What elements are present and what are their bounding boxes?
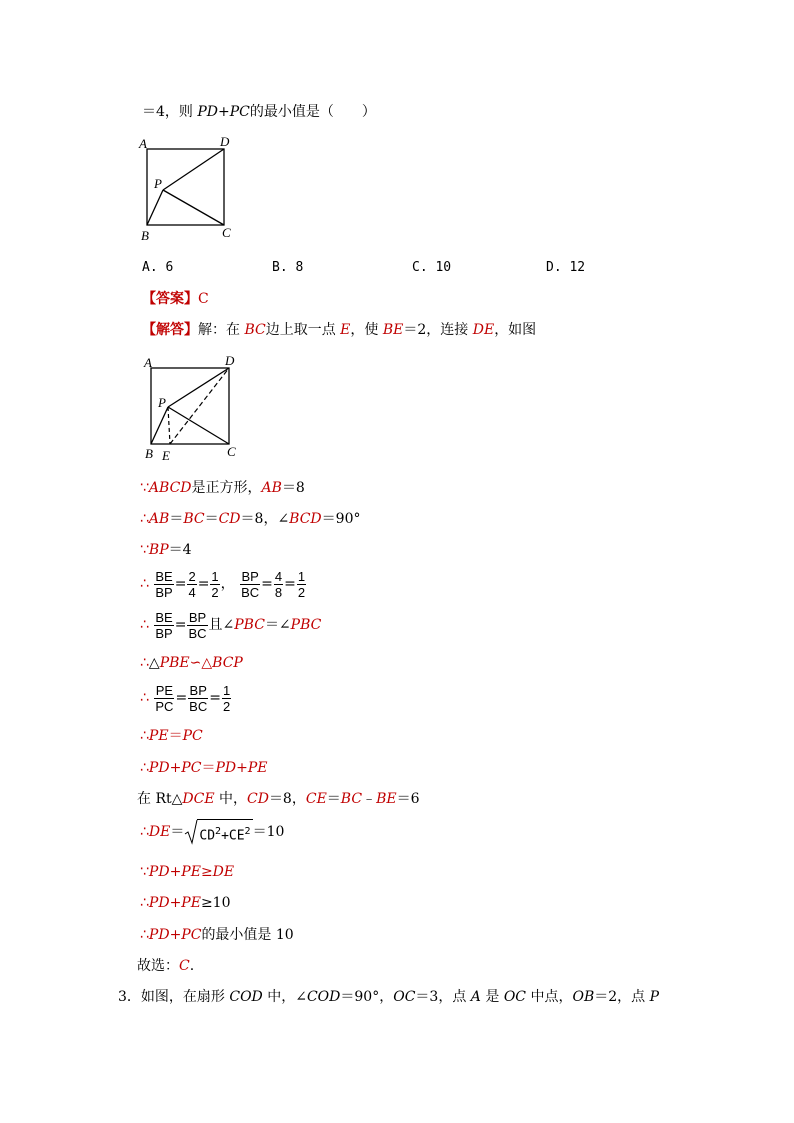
fraction: $\frac{BP}{BC}$: [241, 568, 260, 600]
answer-tag: 【答案】: [142, 291, 198, 307]
step-7: ∴ $\frac{PE}{PC}$ = $\frac{BP}{BC}$ = $\frac{1}{2}$: [140, 682, 231, 714]
label-a: A: [139, 136, 147, 151]
analysis-line: 【解答】解：在 BC边上取一点 E，使 BE＝2，连接 DE，如图: [142, 322, 537, 338]
step-13: ∴PD+PE≥10: [140, 895, 231, 911]
step-15: 故选：C.: [137, 958, 195, 974]
fraction: $\frac{BP}{BC}$: [188, 609, 207, 641]
label-d: D: [225, 353, 235, 368]
step-2: ∴AB＝BC＝CD＝8，∠BCD＝90°: [140, 511, 361, 527]
step-8: ∴PE＝PC: [140, 728, 203, 744]
question-expr: PD+PC: [197, 104, 250, 120]
answer-line: [142, 290, 209, 308]
square-root: $CD^2+CE^2$: [184, 819, 252, 845]
fraction: $\frac{4}{8}$: [274, 568, 283, 600]
question-text: [142, 103, 376, 121]
option-c[interactable]: C. 10: [412, 260, 452, 275]
answer-value: C: [198, 291, 209, 307]
label-d: D: [220, 134, 230, 149]
figure-1-square: [130, 132, 245, 244]
label-a: A: [144, 355, 152, 370]
label-b: B: [145, 446, 153, 461]
fraction: $\frac{1}{2}$: [211, 568, 219, 600]
step-5: ∴ $\frac{BE}{BP}$ = $\frac{BP}{BC}$ 且∠PBC＝∠PBC: [140, 609, 322, 641]
label-p: P: [158, 395, 166, 410]
label-p: P: [154, 176, 162, 191]
fraction: $\frac{1}{2}$: [297, 568, 306, 600]
question-prefix: ＝4，则: [142, 104, 198, 120]
label-b: B: [141, 228, 149, 243]
fraction: $\frac{BE}{BP}$: [155, 568, 173, 600]
step-11: ∴DE＝ $CD^2+CE^2 =10$: [140, 817, 284, 847]
option-a[interactable]: A. 6: [142, 260, 174, 275]
fraction: $\frac{1}{2}$: [222, 682, 231, 714]
step-6: ∴△PBE∽△BCP: [140, 655, 243, 671]
next-question: 3．如图，在扇形 COD 中，∠COD＝90°，OC＝3，点 A 是 OC 中点，OB＝2，点 P: [118, 989, 660, 1005]
step-4: ∴ $\frac{BE}{BP}$ = $\frac{2}{4}$ = $\frac{1}{2}$ ， $\frac{BP}{BC}$ = $\frac{4}{8}$ = $\frac{1}{2}$: [140, 568, 306, 600]
step-14: ∴PD+PC的最小值是 10: [140, 927, 294, 943]
fraction: $\frac{2}{4}$: [188, 568, 196, 600]
step-3: ∵BP＝4: [140, 542, 192, 558]
analysis-tag: 【解答】: [142, 322, 198, 338]
label-c: C: [227, 444, 236, 459]
fraction: $\frac{BE}{BP}$: [155, 609, 173, 641]
step-9: ∴PD+PC＝PD+PE: [140, 760, 268, 776]
label-c: C: [222, 225, 231, 240]
question-suffix: 的最小值是（ ）: [249, 104, 376, 120]
fraction: $\frac{PE}{PC}$: [155, 682, 174, 714]
option-b[interactable]: B. 8: [272, 260, 304, 275]
step-10: 在 Rt△DCE 中，CD＝8，CE＝BC﹣BE＝6: [137, 791, 420, 807]
step-1: ∵ABCD是正方形，AB＝8: [140, 480, 305, 496]
label-e: E: [162, 448, 170, 463]
figure-2-square: [135, 352, 250, 466]
fraction: $\frac{BP}{BC}$: [189, 682, 208, 714]
option-d[interactable]: D. 12: [546, 260, 586, 275]
step-12: ∵PD+PE≥DE: [140, 864, 235, 880]
